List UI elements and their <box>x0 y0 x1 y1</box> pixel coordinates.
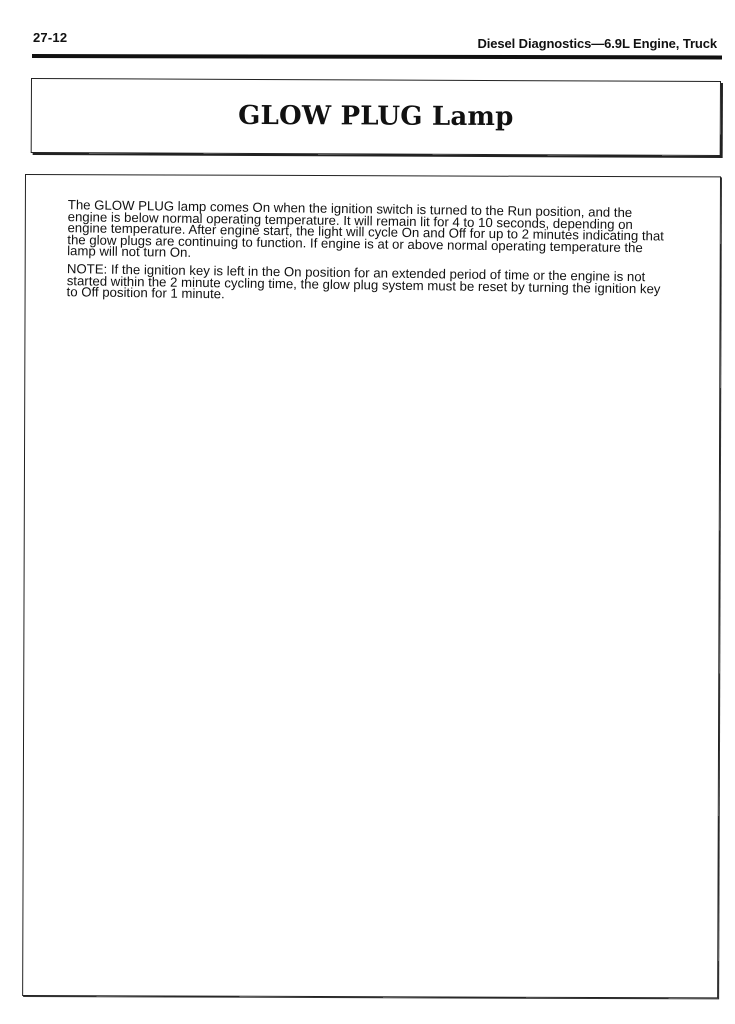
note-paragraph: NOTE: If the ignition key is left in the On position for an extended period of time or the engine is not started within the 2 minute cycling time, the glow plug system must be reset by turning the ignition key to Off position for 1 minute. <box>66 261 661 302</box>
running-header: Diesel Diagnostics—6.9L Engine, Truck <box>477 36 717 51</box>
content-text <box>66 199 671 312</box>
title-box <box>31 78 721 156</box>
page-number: 27-12 <box>33 30 68 45</box>
page-title: GLOW PLUG Lamp <box>238 100 514 132</box>
description-paragraph: The GLOW PLUG lamp comes On when the ignition switch is turned to the Run position, and the engine is below normal operating temperature. It will remain lit for 4 to 10 seconds, depending on engine temperature. After engine start, the light will cycle On and Off for up to 2 minutes indicating that the glow plugs are continuing to function. If engine is at or above normal operating temperature the lamp will not turn On. <box>67 197 665 261</box>
content-box <box>22 174 721 998</box>
header-rule <box>32 54 722 59</box>
